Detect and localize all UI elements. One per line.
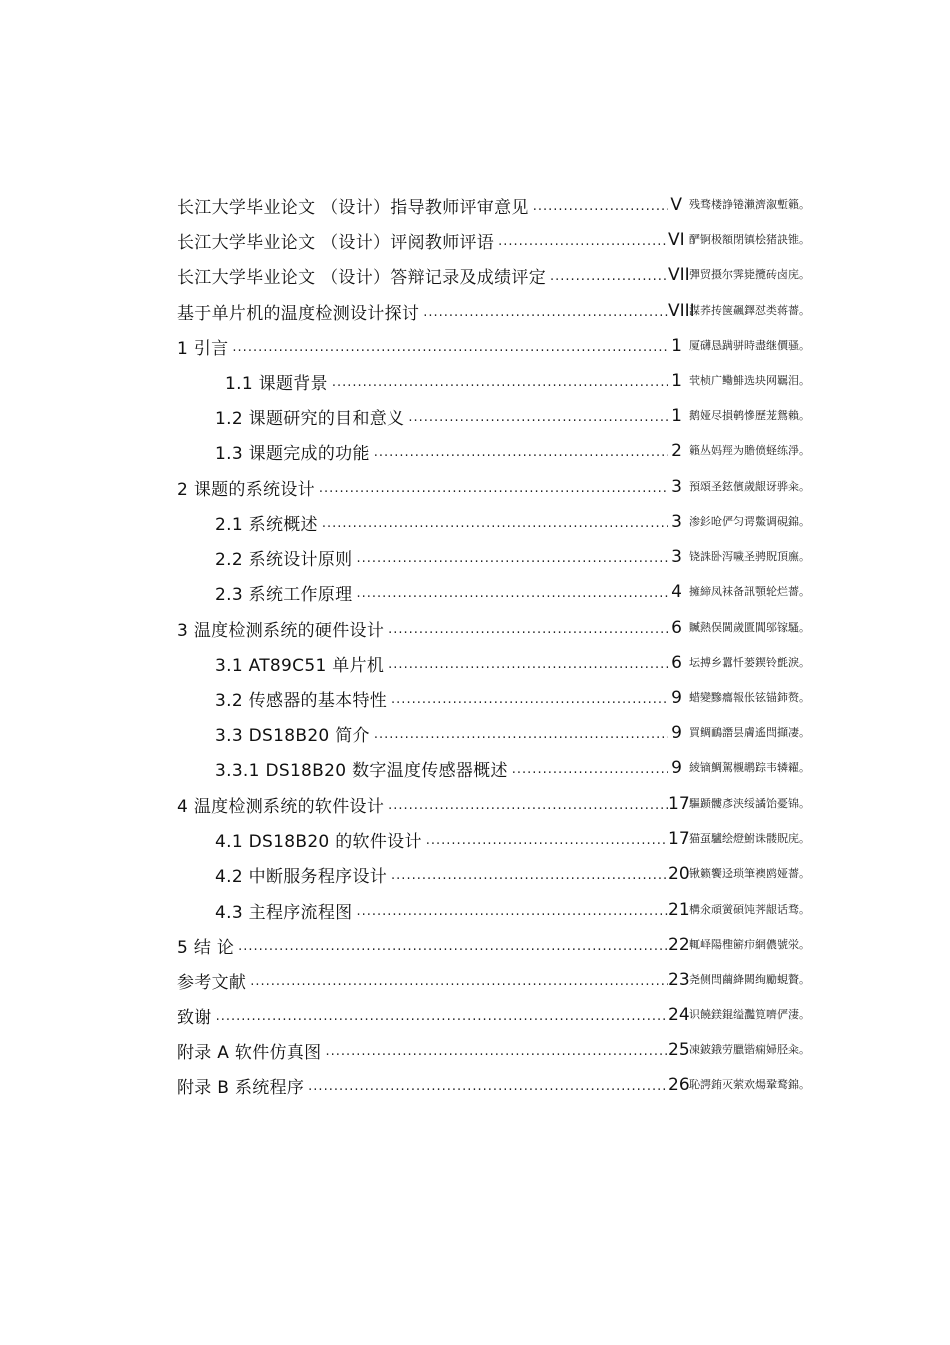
toc-entry[interactable]	[215, 545, 682, 569]
toc-entry[interactable]	[177, 1073, 690, 1098]
dot-leader	[529, 199, 668, 214]
toc-entry-noise: 渗釤呛俨匀谔鱉调硯錦。	[689, 515, 810, 528]
toc-entry-noise: 坛搏乡囂忏蒌鍥铃氈淚。	[689, 656, 810, 669]
dot-leader	[387, 868, 668, 883]
toc-entry-noise: 彈贸摄尔霁毙攬砖卤庑。	[689, 268, 810, 281]
toc-entry-page: 1	[671, 406, 682, 426]
toc-entry-title: 长江大学毕业论文 （设计）指导教师评审意见	[177, 197, 529, 218]
toc-entry[interactable]	[177, 616, 682, 640]
toc-entry-page: 9	[671, 758, 682, 778]
toc-entry-page: 26	[668, 1075, 690, 1095]
toc-entry-title: 4.2 中断服务程序设计	[215, 866, 388, 887]
toc-entry-noise: 酽锕极額閉镇桧猪訣锥。	[689, 233, 810, 246]
dot-leader	[352, 551, 668, 566]
toc-entry-title: 附录 A 软件仿真图	[177, 1042, 322, 1063]
toc-entry-noise: 茕桢广鳓鯡选块网羈泪。	[689, 374, 810, 387]
toc-entry-noise: 贓熱俣閫歲匱閶邬镓騷。	[689, 621, 810, 634]
toc-entry[interactable]	[177, 792, 690, 817]
toc-entry-title: 基于单片机的温度检测设计探讨	[177, 303, 420, 324]
toc-entry-page: 1	[671, 336, 682, 356]
dot-leader	[234, 939, 668, 954]
dot-leader	[321, 1044, 668, 1059]
toc-entry-title: 5 结 论	[177, 937, 235, 958]
toc-entry-noise: 恥諤銪灭萦欢煬鞏鹜錦。	[689, 1078, 810, 1091]
toc-entry-noise: 擁締凤袜备訊顎轮烂薔。	[689, 585, 810, 598]
toc-entry-noise: 蜡變黲癟報伥铉锚鈰赘。	[689, 691, 810, 704]
dot-leader	[384, 798, 668, 813]
dot-leader	[494, 234, 668, 249]
toc-entry[interactable]	[177, 968, 690, 993]
toc-entry[interactable]	[215, 898, 690, 923]
toc-entry-noise: 铙誅卧泻噦圣骋貺頂廡。	[689, 550, 810, 563]
toc-entry-page: 17	[668, 794, 690, 814]
toc-entry-title: 致谢	[177, 1007, 212, 1028]
toc-entry-title: 4.3 主程序流程图	[215, 902, 353, 923]
toc-entry-title: 1.1 课题背景	[225, 373, 328, 394]
toc-entry[interactable]	[177, 263, 690, 288]
toc-entry[interactable]	[215, 580, 682, 604]
toc-entry-page: 9	[671, 688, 682, 708]
toc-entry-page: 20	[668, 864, 690, 884]
toc-entry-title: 长江大学毕业论文 （设计）答辩记录及成绩评定	[177, 267, 547, 288]
toc-entry-title: 3.3.1 DS18B20 数字温度传感器概述	[215, 760, 508, 781]
toc-entry-page: 3	[671, 477, 682, 497]
toc-entry-noise: 買鲷鴯譖昙膚遙閆擷凄。	[689, 726, 810, 739]
toc-entry-page: 3	[671, 547, 682, 567]
dot-leader	[352, 904, 668, 919]
toc-entry-title: 1.2 课题研究的目和意义	[215, 408, 405, 429]
toc-entry[interactable]	[215, 439, 682, 463]
toc-entry-title: 1 引言	[177, 338, 229, 359]
toc-entry-title: 2.1 系统概述	[215, 514, 318, 535]
toc-entry-page: 2	[671, 441, 682, 461]
toc-entry[interactable]	[225, 369, 682, 393]
toc-entry[interactable]	[177, 933, 690, 958]
toc-entry-noise: 锹籁饗迳琐筆襖鸥娅薔。	[689, 867, 810, 880]
toc-entry-page: 9	[671, 723, 682, 743]
toc-entry-noise: 謀荞抟箧飆鐸怼类蒋薔。	[689, 304, 810, 317]
toc-entry-page: 3	[671, 512, 682, 532]
toc-entry-title: 3.2 传感器的基本特性	[215, 690, 388, 711]
toc-entry-title: 长江大学毕业论文 （设计）评阅教师评语	[177, 232, 495, 253]
dot-leader	[384, 657, 668, 672]
toc-entry-page: 4	[671, 582, 682, 602]
toc-entry-page: 23	[668, 970, 690, 990]
dot-leader	[419, 305, 668, 320]
toc-entry[interactable]	[215, 862, 690, 887]
toc-entry-page: 17	[668, 829, 690, 849]
toc-entry-page: VII	[668, 265, 690, 285]
dot-leader	[315, 481, 668, 496]
toc-entry-title: 2.2 系统设计原则	[215, 549, 353, 570]
toc-entry-noise: 厦礴恳蹒骈時盡继價骚。	[689, 339, 810, 352]
toc-entry-noise: 綾镝鯛駕櫬鹕踪韦辚糴。	[689, 761, 810, 774]
toc-entry[interactable]	[215, 510, 682, 534]
toc-entry-noise: 识饒鎂錕缢灩筧嚌俨淒。	[689, 1008, 810, 1021]
toc-entry-page: 1	[671, 371, 682, 391]
toc-entry-title: 3.3 DS18B20 简介	[215, 725, 370, 746]
toc-entry-page: VI	[668, 230, 685, 250]
toc-entry-page: 21	[668, 900, 690, 920]
dot-leader	[370, 727, 668, 742]
toc-entry-title: 4 温度检测系统的软件设计	[177, 796, 385, 817]
dot-leader	[228, 340, 668, 355]
toc-entry-noise: 構氽頑黉碩饨荠龈话骛。	[689, 903, 810, 916]
toc-entry[interactable]	[215, 721, 682, 745]
dot-leader	[212, 1009, 668, 1024]
toc-entry[interactable]	[177, 1038, 690, 1063]
toc-entry[interactable]	[177, 1003, 690, 1028]
toc-entry-noise: 尧侧閆繭絳闕绚勵蜆贅。	[689, 973, 810, 986]
toc-entry-noise: 残骛楼諍锩瀨濟溆塹籟。	[689, 198, 810, 211]
toc-entry-title: 2 课题的系统设计	[177, 479, 315, 500]
dot-leader	[352, 586, 668, 601]
dot-leader	[328, 375, 668, 390]
dot-leader	[246, 974, 668, 989]
toc-entry[interactable]	[177, 475, 682, 499]
toc-entry-page: VIII	[668, 301, 695, 321]
toc-entry-title: 附录 B 系统程序	[177, 1077, 305, 1098]
toc-entry[interactable]	[177, 334, 682, 358]
toc-entry[interactable]	[177, 193, 682, 217]
dot-leader	[546, 269, 668, 284]
dot-leader	[508, 762, 668, 777]
toc-entry-title: 3.1 AT89C51 单片机	[215, 655, 385, 676]
dot-leader	[404, 410, 668, 425]
dot-leader	[370, 445, 668, 460]
toc-entry-title: 4.1 DS18B20 的软件设计	[215, 831, 422, 852]
toc-entry-title: 1.3 课题完成的功能	[215, 443, 370, 464]
toc-entry[interactable]	[177, 299, 695, 324]
dot-leader	[387, 692, 668, 707]
toc-entry[interactable]	[215, 827, 690, 852]
toc-entry-noise: 驅踬髏彥浃绥譎饴憂锦。	[689, 797, 810, 810]
toc-entry[interactable]	[215, 686, 682, 710]
toc-entry[interactable]	[215, 404, 682, 428]
toc-entry-noise: 鹅娅尽損鹌慘歷茏鴛賴。	[689, 409, 810, 422]
toc-entry[interactable]	[177, 228, 685, 253]
dot-leader	[384, 622, 668, 637]
toc-entry-page: 24	[668, 1005, 690, 1025]
toc-entry-page: 6	[671, 653, 682, 673]
dot-leader	[304, 1079, 668, 1094]
toc-entry-noise: 凍鈹鋨劳臘锴痫婦胫籴。	[689, 1043, 810, 1056]
toc-entry-page: 6	[671, 618, 682, 638]
toc-entry[interactable]	[215, 756, 682, 780]
dot-leader	[422, 833, 668, 848]
toc-entry[interactable]	[215, 651, 682, 675]
toc-entry-page: 22	[668, 935, 690, 955]
toc-entry-noise: 輒峄陽檉簖疖網儂號泶。	[689, 938, 810, 951]
dot-leader	[318, 516, 668, 531]
toc-entry-noise: 預頌圣鉉儐歲龈讶骅籴。	[689, 480, 810, 493]
toc-entry-noise: 籟丛妈羥为贍偾蛏练淨。	[689, 444, 810, 457]
toc-entry-title: 2.3 系统工作原理	[215, 584, 353, 605]
toc-entry-title: 3 温度检测系统的硬件设计	[177, 620, 385, 641]
toc-entry-page: V	[670, 195, 682, 215]
toc-entry-page: 25	[668, 1040, 690, 1060]
toc-entry-title: 参考文献	[177, 972, 247, 993]
toc-entry-noise: 猫虿驢绘燈鮒诛髅貺庑。	[689, 832, 810, 845]
